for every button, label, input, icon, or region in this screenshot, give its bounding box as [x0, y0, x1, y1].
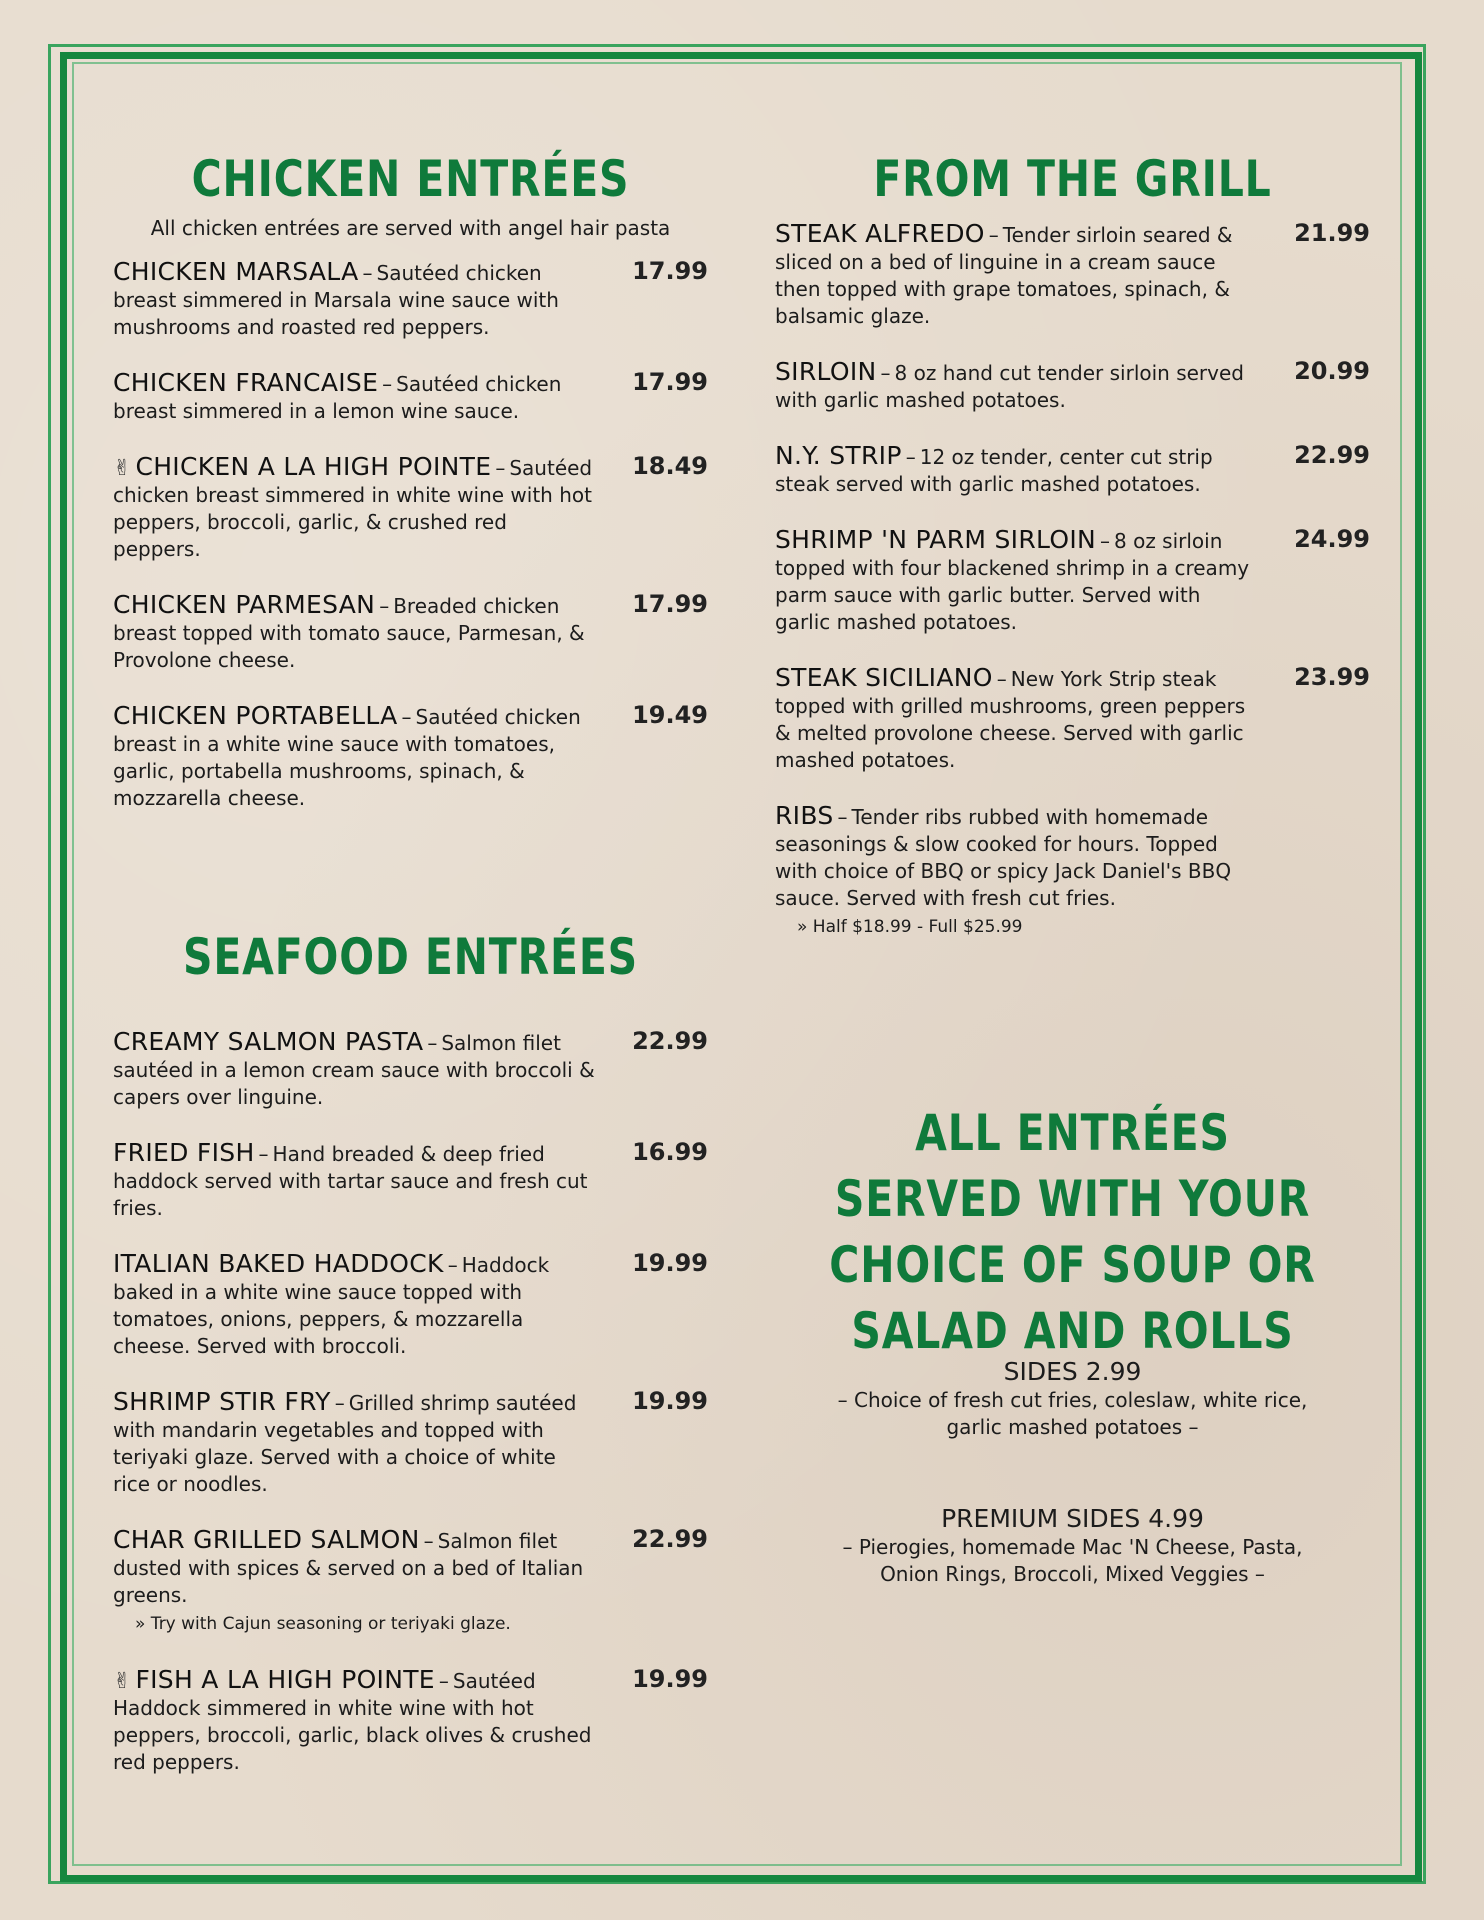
grill-list	[775, 220, 1370, 941]
item-price: 16.99	[632, 1138, 708, 1166]
item-dash: –	[427, 1031, 438, 1055]
menu-item	[113, 258, 708, 341]
menu-item	[775, 358, 1370, 414]
item-dash: –	[438, 1669, 449, 1693]
menu-item	[113, 1526, 708, 1638]
item-description: 12 oz tender, center cut strip steak served with garlic mashed potatoes.	[775, 445, 1213, 496]
item-price: 22.99	[632, 1027, 708, 1055]
item-name: SHRIMP 'N PARM SIRLOIN	[775, 525, 1096, 554]
premium-sides-title: PREMIUM SIDES 4.99	[941, 1504, 1204, 1533]
item-name: STEAK SICILIANO	[775, 663, 993, 692]
item-price: 23.99	[1294, 663, 1370, 691]
menu-item	[113, 1028, 708, 1111]
seafood-section	[113, 928, 708, 1776]
menu-item	[775, 802, 1370, 941]
item-description: Salmon filet sautéed in a lemon cream sauce with broccoli & capers over linguine.	[113, 1031, 595, 1109]
item-description: Tender ribs rubbed with homemade seasonings & slow cooked for hours. Topped with choice of BBQ or spicy Jack Daniel's BBQ sauce. Served with fresh cut fries.	[775, 805, 1232, 910]
menu-item	[775, 526, 1370, 636]
item-name: CHICKEN A LA HIGH POINTE	[135, 452, 492, 481]
item-price: 22.99	[632, 1525, 708, 1553]
item-price: 19.99	[632, 1665, 708, 1693]
grill-heading: FROM THE GRILL	[873, 150, 1272, 208]
item-dash: –	[382, 372, 393, 396]
item-name: CHAR GRILLED SALMON	[113, 1525, 420, 1554]
item-description: New York Strip steak topped with grilled mushrooms, green peppers & melted provolone cheese. Served with garlic mashed potatoes.	[775, 667, 1246, 772]
pepper-icon: ✌	[113, 456, 132, 481]
item-dash: –	[362, 261, 373, 285]
item-name: SIRLOIN	[775, 357, 877, 386]
sides-block	[775, 1358, 1370, 1441]
menu-item	[775, 220, 1370, 330]
item-name: FRIED FISH	[113, 1138, 255, 1167]
chicken-note: All chicken entrées are served with angel hair pasta	[150, 216, 671, 240]
item-price: 24.99	[1294, 525, 1370, 553]
item-name: N.Y. STRIP	[775, 441, 902, 470]
item-price: 17.99	[632, 590, 708, 618]
item-name: CHICKEN FRANCAISE	[113, 368, 379, 397]
premium-sides-desc: – Pierogies, homemade Mac 'N Cheese, Pasta, Onion Rings, Broccoli, Mixed Veggies –	[842, 1535, 1303, 1586]
item-description: Sautéed chicken breast simmered in white wine with hot peppers, broccoli, garlic, & crushed red peppers.	[113, 456, 593, 561]
grill-section	[775, 150, 1370, 941]
item-description: Sautéed chicken breast simmered in Marsala wine sauce with mushrooms and roasted red peppers.	[113, 261, 559, 339]
item-price: 17.99	[632, 257, 708, 285]
menu-item	[113, 369, 708, 425]
item-description: Sautéed chicken breast in a white wine sauce with tomatoes, garlic, portabella mushrooms, spinach, & mozzarella cheese.	[113, 705, 581, 810]
seafood-list	[113, 1028, 708, 1776]
item-price: 22.99	[1294, 441, 1370, 469]
item-dash: –	[258, 1142, 269, 1166]
menu-item	[775, 442, 1370, 498]
item-dash: –	[996, 667, 1007, 691]
item-name: ITALIAN BAKED HADDOCK	[113, 1249, 444, 1278]
item-note: » Try with Cajun seasoning or teriyaki glaze.	[135, 1614, 511, 1634]
item-dash: –	[447, 1253, 458, 1277]
item-price: 18.49	[632, 452, 708, 480]
item-dash: –	[905, 445, 916, 469]
item-name: STEAK ALFREDO	[775, 219, 985, 248]
item-dash: –	[880, 361, 891, 385]
item-dash: –	[423, 1529, 434, 1553]
item-dash: –	[495, 456, 506, 480]
sides-title: SIDES 2.99	[1003, 1357, 1142, 1386]
seafood-heading: SEAFOOD ENTRÉES	[183, 928, 638, 986]
item-description: Tender sirloin seared & sliced on a bed of linguine in a cream sauce then topped with grape tomatoes, spinach, & balsamic glaze.	[775, 223, 1233, 328]
item-name: CHICKEN PARMESAN	[113, 590, 376, 619]
item-price: 19.99	[632, 1249, 708, 1277]
item-name: CREAMY SALMON PASTA	[113, 1027, 424, 1056]
item-dash: –	[379, 594, 390, 618]
item-description: Hand breaded & deep fried haddock served with tartar sauce and fresh cut fries.	[113, 1142, 588, 1220]
item-price: 21.99	[1294, 219, 1370, 247]
chicken-heading: CHICKEN ENTRÉES	[191, 150, 630, 208]
item-name: SHRIMP STIR FRY	[113, 1387, 331, 1416]
premium-sides-block	[775, 1505, 1370, 1588]
menu-item	[113, 591, 708, 674]
item-dash: –	[988, 223, 999, 247]
menu-item	[113, 1666, 708, 1776]
item-name: RIBS	[775, 801, 834, 830]
menu-item	[113, 1250, 708, 1360]
item-description: Breaded chicken breast topped with tomato sauce, Parmesan, & Provolone cheese.	[113, 594, 585, 672]
item-name: CHICKEN MARSALA	[113, 257, 359, 286]
item-dash: –	[837, 805, 848, 829]
chicken-section	[113, 150, 708, 812]
chicken-list	[113, 258, 708, 812]
item-dash: –	[334, 1391, 345, 1415]
item-price: 20.99	[1294, 357, 1370, 385]
item-description: 8 oz sirloin topped with four blackened shrimp in a creamy parm sauce with garlic butter. Served with garlic mashed potatoes.	[775, 529, 1250, 634]
menu-item	[113, 453, 708, 563]
item-description: Haddock baked in a white wine sauce topped with tomatoes, onions, peppers, & mozzarella cheese. Served with broccoli.	[113, 1253, 550, 1358]
item-price: 19.49	[632, 701, 708, 729]
item-name: CHICKEN PORTABELLA	[113, 701, 398, 730]
entrees-banner: ALL ENTRÉES SERVED WITH YOUR CHOICE OF SOUP OR SALAD AND ROLLS	[829, 1104, 1316, 1360]
sides-desc: – Choice of fresh cut fries, coleslaw, white rice, garlic mashed potatoes –	[837, 1388, 1308, 1439]
item-description: Grilled shrimp sautéed with mandarin vegetables and topped with teriyaki glaze. Served with a choice of white rice or noodles.	[113, 1391, 577, 1496]
menu-item	[113, 702, 708, 812]
item-note: » Half $18.99 - Full $25.99	[797, 917, 1023, 937]
menu-item	[113, 1139, 708, 1222]
item-description: Sautéed chicken breast simmered in a lemon wine sauce.	[113, 372, 562, 423]
item-price: 19.99	[632, 1387, 708, 1415]
item-description: 8 oz hand cut tender sirloin served with garlic mashed potatoes.	[775, 361, 1244, 412]
item-price: 17.99	[632, 368, 708, 396]
item-dash: –	[1100, 529, 1110, 553]
pepper-icon: ✌	[113, 1669, 132, 1694]
menu-item	[113, 1388, 708, 1498]
item-name: FISH A LA HIGH POINTE	[135, 1665, 435, 1694]
item-dash: –	[401, 705, 412, 729]
item-description: Sautéed Haddock simmered in white wine with hot peppers, broccoli, garlic, black olives & crushed red peppers.	[113, 1669, 592, 1774]
menu-item	[775, 664, 1370, 774]
item-description: Salmon filet dusted with spices & served on a bed of Italian greens.	[113, 1529, 584, 1607]
